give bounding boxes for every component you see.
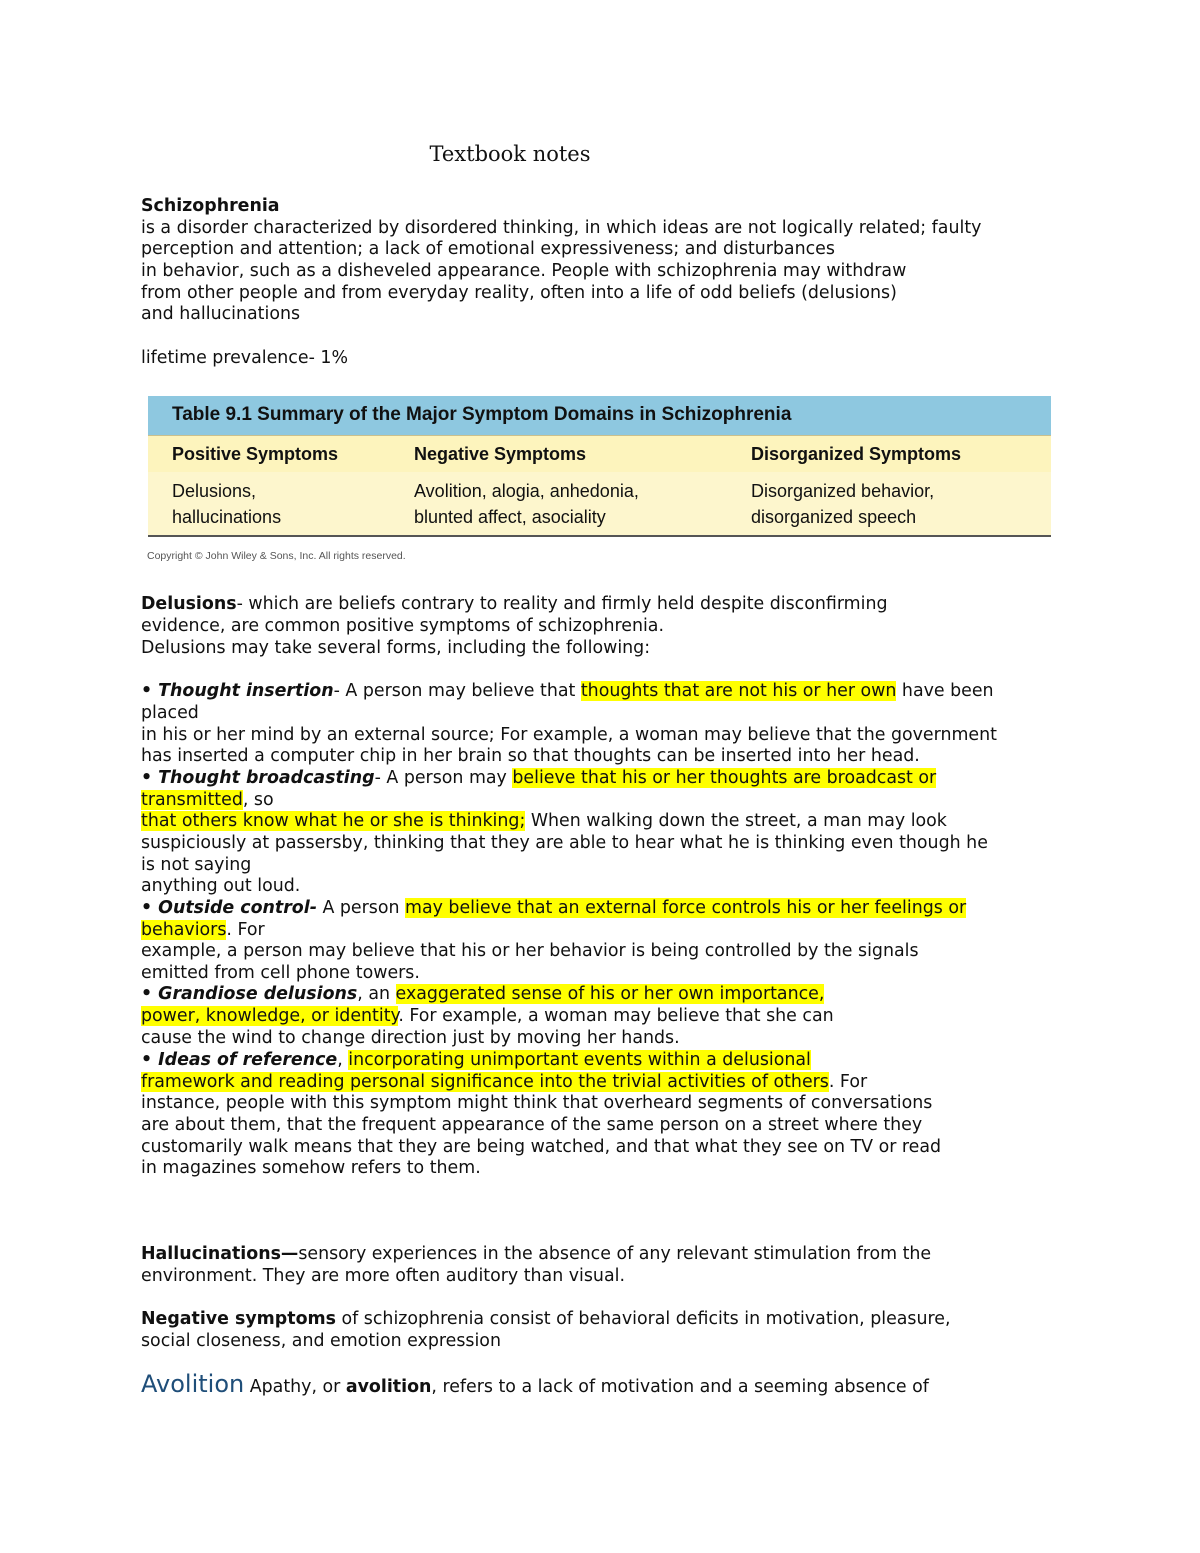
hallucinations-text: sensory experiences in the absence of any relevant stimulation from the: [298, 1244, 932, 1264]
reference-line-2: [141, 1072, 867, 1094]
table-header-positive: Positive Symptoms: [172, 444, 339, 464]
table-cell-line: disorganized speech: [751, 507, 917, 527]
schizophrenia-line-3: in behavior, such as a disheveled appearance. People with schizophrenia may withdraw: [141, 261, 907, 281]
table-header-disorganized: Disorganized Symptoms: [751, 444, 962, 464]
avolition-post: , refers to a lack of motivation and a seeming absence of: [431, 1377, 929, 1397]
reference-line-4: are about them, that the frequent appearance of the same person on a street where they: [141, 1115, 923, 1135]
table-cell-line: Delusions,: [172, 481, 257, 501]
table-body-row: [148, 472, 1051, 537]
reference-highlight-2: framework and reading personal significance into the trivial activities of others: [141, 1072, 829, 1092]
table-caption-bar: [148, 396, 1051, 435]
table-cell-line: Avolition, alogia, anhedonia,: [414, 481, 639, 501]
delusions-line-3: Delusions may take several forms, including the following:: [141, 638, 651, 658]
grandiose-line-2: [141, 1006, 834, 1028]
reference-term: • Ideas of reference: [141, 1050, 338, 1070]
symptom-table: [148, 396, 1051, 537]
hallucinations-line-1: [141, 1244, 931, 1266]
delusions-text: - which are beliefs contrary to reality and firmly held despite disconfirming: [236, 594, 888, 614]
grandiose-highlight-1: exaggerated sense of his or her own importance,: [395, 984, 825, 1004]
broadcasting-post-3: When walking down the street, a man may look: [525, 811, 947, 831]
table-cell-line: blunted affect, asociality: [414, 507, 606, 527]
hallucinations-line-2: environment. They are more often auditory than visual.: [141, 1266, 625, 1286]
broadcasting-line-3: [141, 811, 947, 833]
insertion-pre: - A person may believe that: [333, 681, 581, 701]
control-line-1: [141, 898, 966, 920]
broadcasting-line-5: is not saying: [141, 855, 252, 875]
reference-pre: ,: [337, 1050, 349, 1070]
insertion-post: have been: [896, 681, 994, 701]
control-highlight-2: behaviors: [141, 920, 227, 940]
negative-text: of schizophrenia consist of behavioral deficits in motivation, pleasure,: [335, 1309, 951, 1329]
grandiose-highlight-2: power, knowledge, or identity: [141, 1006, 399, 1026]
control-post-2: . For: [226, 920, 265, 940]
broadcasting-term: • Thought broadcasting: [141, 768, 375, 788]
grandiose-post-2: . For example, a woman may believe that she can: [398, 1006, 834, 1026]
table-cell-line: hallucinations: [172, 507, 282, 527]
hallucinations-term: Hallucinations—: [141, 1244, 299, 1264]
table-caption: Table 9.1 Summary of the Major Symptom Domains in Schizophrenia: [172, 404, 792, 425]
table-cell-negative: [414, 478, 639, 530]
insertion-line-2: placed: [141, 703, 199, 723]
insertion-line-4: has inserted a computer chip in her brain so that thoughts can be inserted into her head.: [141, 746, 920, 766]
avolition-term: avolition: [345, 1377, 432, 1397]
control-line-2: [141, 920, 265, 942]
reference-line-5: customarily walk means that they are being watched, and that what they see on TV or read: [141, 1137, 942, 1157]
delusions-line-1: [141, 594, 888, 616]
broadcasting-line-6: anything out loud.: [141, 876, 301, 896]
broadcasting-line-1: [141, 768, 936, 790]
reference-highlight-1: incorporating unimportant events within a delusional: [348, 1050, 811, 1070]
page-title: Textbook notes: [429, 142, 591, 166]
prevalence-text: lifetime prevalence- 1%: [141, 348, 348, 368]
control-line-3: example, a person may believe that his or her behavior is being controlled by the signals: [141, 941, 919, 961]
reference-line-6: in magazines somehow refers to them.: [141, 1158, 481, 1178]
avolition-line: [141, 1370, 929, 1399]
table-header-negative: Negative Symptoms: [414, 444, 587, 464]
negative-line-2: social closeness, and emotion expression: [141, 1331, 501, 1351]
delusions-term: Delusions: [141, 594, 237, 614]
control-term: • Outside control-: [141, 898, 317, 918]
table-cell-positive: [172, 478, 281, 530]
broadcasting-line-2: [141, 790, 274, 812]
negative-line-1: [141, 1309, 951, 1331]
broadcasting-highlight-1: believe that his or her thoughts are broadcast or: [512, 768, 937, 788]
control-pre: A person: [316, 898, 406, 918]
broadcasting-post-2: , so: [242, 790, 274, 810]
broadcasting-line-4: suspiciously at passersby, thinking that they are able to hear what he is thinking even though he: [141, 833, 988, 853]
table-cell-line: Disorganized behavior,: [751, 481, 935, 501]
control-line-4: emitted from cell phone towers.: [141, 963, 420, 983]
delusions-line-2: evidence, are common positive symptoms of schizophrenia.: [141, 616, 664, 636]
reference-line-1: [141, 1050, 811, 1072]
control-highlight-1: may believe that an external force controls his or her feelings or: [405, 898, 967, 918]
broadcasting-highlight-3: that others know what he or she is thinking;: [141, 811, 526, 831]
avolition-pre: Apathy, or: [244, 1377, 346, 1397]
negative-term: Negative symptoms: [141, 1309, 336, 1329]
insertion-term: • Thought insertion: [141, 681, 334, 701]
broadcasting-highlight-2: transmitted: [141, 790, 243, 810]
avolition-heading: Avolition: [141, 1370, 245, 1398]
schizophrenia-line-4: from other people and from everyday reality, often into a life of odd beliefs (delusions): [141, 283, 897, 303]
insertion-line-3: in his or her mind by an external source; For example, a woman may believe that the government: [141, 725, 997, 745]
grandiose-term: • Grandiose delusions: [141, 984, 358, 1004]
grandiose-line-3: cause the wind to change direction just by moving her hands.: [141, 1028, 680, 1048]
table-header-row: [148, 435, 1051, 473]
reference-line-3: instance, people with this symptom might think that overheard segments of conversations: [141, 1093, 933, 1113]
grandiose-line-1: [141, 984, 824, 1006]
schizophrenia-line-1: is a disorder characterized by disordered thinking, in which ideas are not logically related; faulty: [141, 218, 982, 238]
insertion-line-1: [141, 681, 994, 703]
broadcasting-pre: - A person may: [374, 768, 513, 788]
schizophrenia-line-5: and hallucinations: [141, 304, 301, 324]
table-cell-disorganized: [751, 478, 934, 530]
schizophrenia-line-2: perception and attention; a lack of emotional expressiveness; and disturbances: [141, 239, 835, 259]
schizophrenia-heading: Schizophrenia: [141, 196, 280, 216]
table-copyright: Copyright © John Wiley & Sons, Inc. All rights reserved.: [147, 550, 406, 562]
grandiose-pre: , an: [357, 984, 396, 1004]
insertion-highlight: thoughts that are not his or her own: [580, 681, 897, 701]
reference-post-2: . For: [828, 1072, 868, 1092]
